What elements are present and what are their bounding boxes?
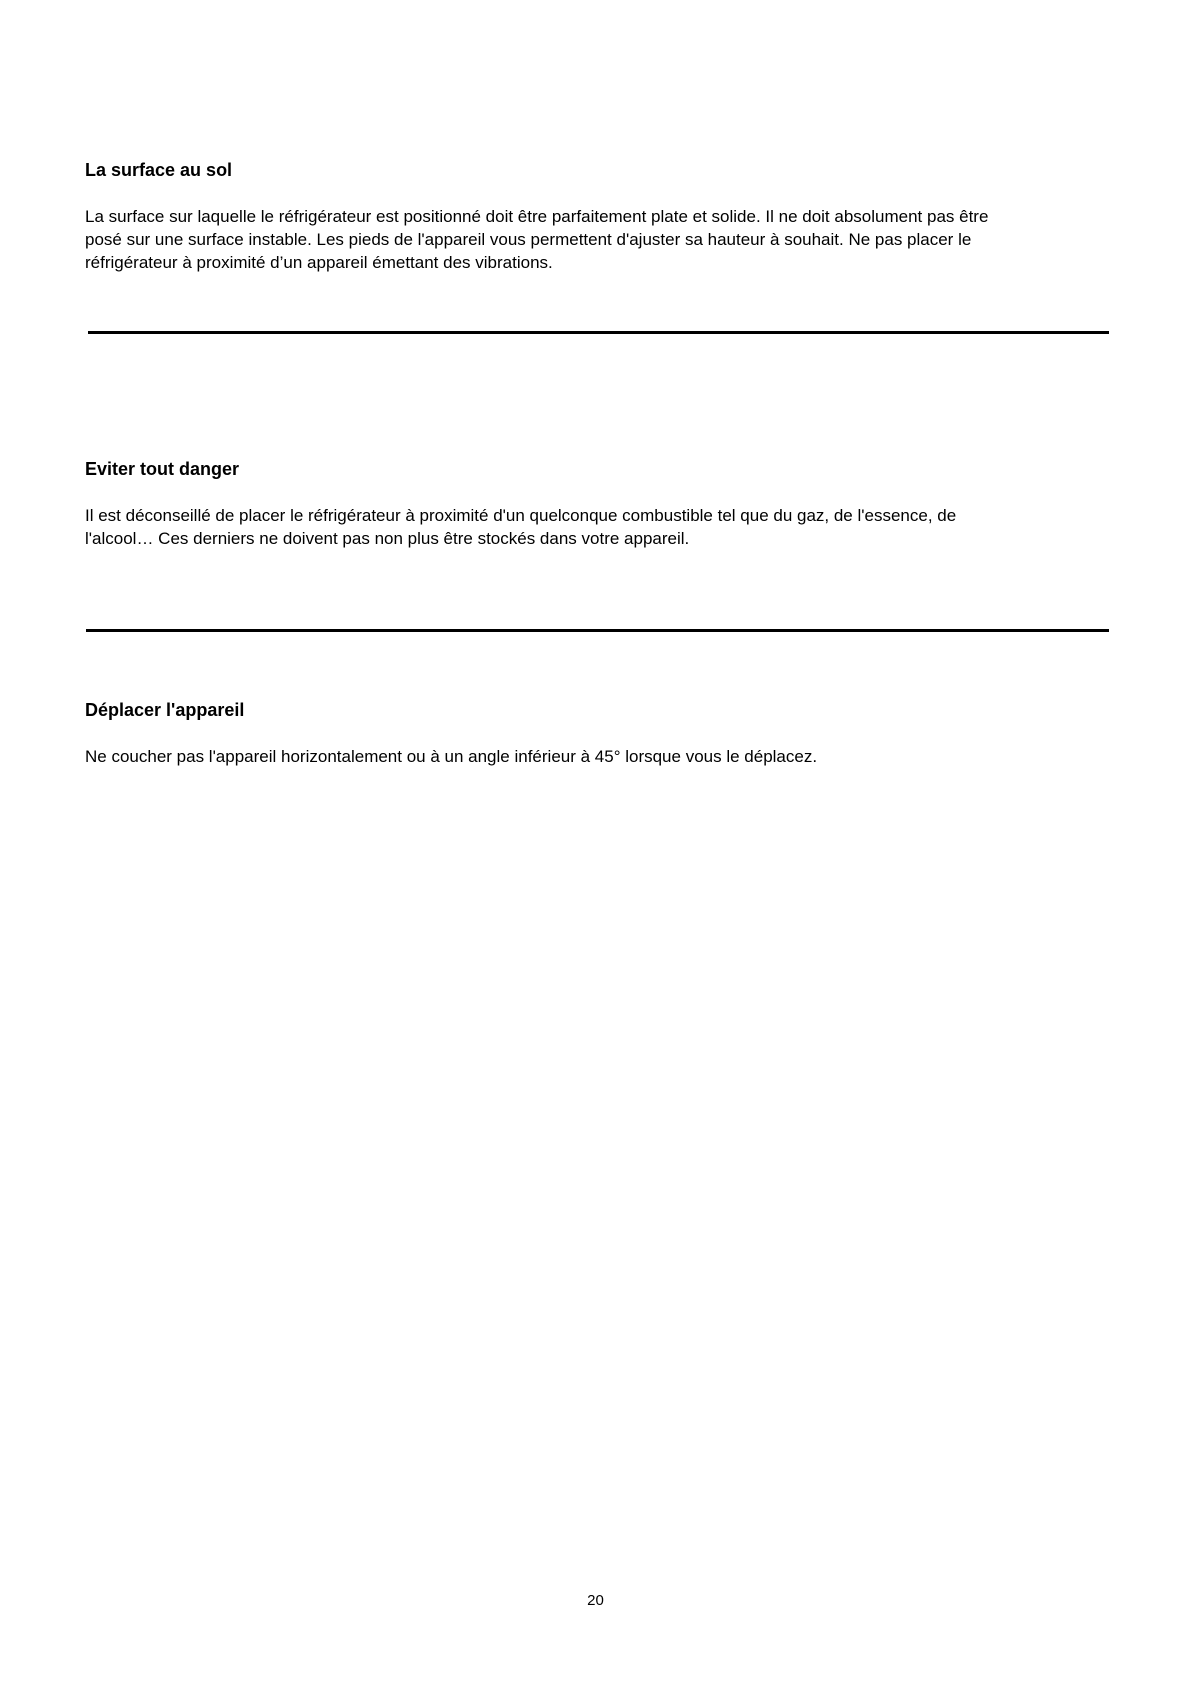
section-divider xyxy=(88,331,1109,334)
paragraph-line: Il est déconseillé de placer le réfrigérateur à proximité d'un quelconque combustible tel que du gaz, de l'essence, de xyxy=(85,506,957,525)
section-heading-moving-appliance: Déplacer l'appareil xyxy=(85,700,245,720)
paragraph-line: l'alcool… Ces derniers ne doivent pas non plus être stockés dans votre appareil. xyxy=(85,529,690,548)
section-divider xyxy=(86,629,1109,632)
paragraph-line: posé sur une surface instable. Les pieds de l'appareil vous permettent d'ajuster sa hauteur à souhait. Ne pas placer le xyxy=(85,230,972,249)
section-heading-floor-surface: La surface au sol xyxy=(85,160,233,180)
floor-surface-paragraph xyxy=(85,205,988,274)
paragraph-line: La surface sur laquelle le réfrigérateur est positionné doit être parfaitement plate et solide. Il ne doit absolument pas être xyxy=(85,207,989,226)
moving-appliance-paragraph xyxy=(85,745,817,768)
page-number: 20 xyxy=(587,1592,604,1609)
paragraph-line: réfrigérateur à proximité d’un appareil émettant des vibrations. xyxy=(85,253,553,272)
avoid-danger-paragraph xyxy=(85,504,956,550)
section-heading-avoid-danger: Eviter tout danger xyxy=(85,459,240,479)
paragraph-line: Ne coucher pas l'appareil horizontalement ou à un angle inférieur à 45° lorsque vous le déplacez. xyxy=(85,747,818,766)
